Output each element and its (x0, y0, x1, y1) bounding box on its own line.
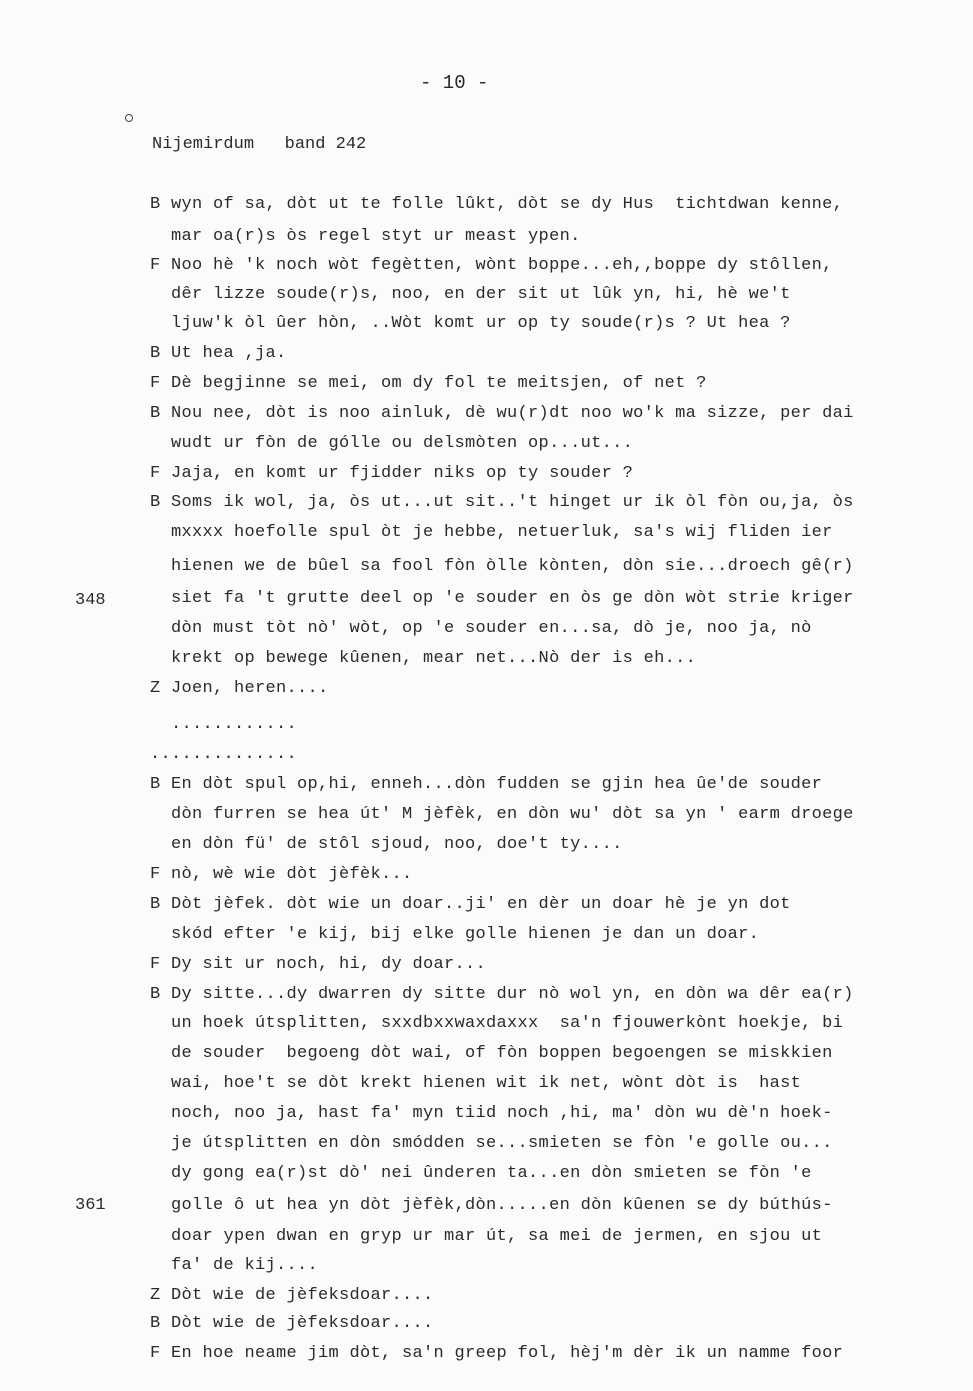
text-line: B Ut hea ,ja. (150, 344, 287, 363)
text-line: doar ypen dwan en gryp ur mar út, sa mei de jermen, en sjou ut (150, 1227, 823, 1246)
text-line: F Dy sit ur noch, hi, dy doar... (150, 955, 487, 974)
text-line: en dòn fü' de stôl sjoud, noo, doe't ty.... (150, 835, 623, 854)
text-line: fa' de kij.... (150, 1256, 319, 1275)
text-line: mar oa(r)s òs regel styt ur meast ypen. (150, 227, 581, 246)
text-line: F Jaja, en komt ur fjidder niks op ty souder ? (150, 464, 634, 483)
text-line: B Dy sitte...dy dwarren dy sitte dur nò wol yn, en dòn wa dêr ea(r) (150, 985, 854, 1004)
text-line: noch, noo ja, hast fa' myn tiid noch ,hi, ma' dòn wu dè'n hoek- (150, 1104, 833, 1123)
text-line: F Dè begjinne se mei, om dy fol te meitsjen, of net ? (150, 374, 707, 393)
text-line: ljuw'k òl ûer hòn, ..Wòt komt ur op ty soude(r)s ? Ut hea ? (150, 314, 791, 333)
text-line: .............. (150, 745, 298, 764)
text-line: B Dòt wie de jèfeksdoar.... (150, 1314, 434, 1333)
text-line: F En hoe neame jim dòt, sa'n greep fol, hèj'm dèr ik un namme foor (150, 1344, 844, 1363)
text-line: mxxxx hoefolle spul òt je hebbe, netuerluk, sa's wij fliden ier (150, 523, 833, 542)
text-line: je útsplitten en dòn smódden se...smieten se fòn 'e golle ou... (150, 1134, 833, 1153)
text-line: dòn must tòt nò' wòt, op 'e souder en...sa, dò je, noo ja, nò (150, 619, 812, 638)
circle-mark (125, 114, 133, 122)
text-line: ............ (150, 715, 298, 734)
text-line: skód efter 'e kij, bij elke golle hienen je dan un doar. (150, 925, 760, 944)
text-line: wai, hoe't se dòt krekt hienen wit ik net, wònt dòt is hast (150, 1074, 802, 1093)
text-line: dy gong ea(r)st dò' nei ûnderen ta...en dòn smieten se fòn 'e (150, 1164, 812, 1183)
text-line: B Dòt jèfek. dòt wie un doar..ji' en dèr un doar hè je yn dot (150, 895, 791, 914)
text-line: F Noo hè 'k noch wòt fegètten, wònt boppe...eh,,boppe dy stôllen, (150, 256, 833, 275)
text-line: Z Joen, heren.... (150, 679, 329, 698)
text-line: dòn furren se hea út' M jèfèk, en dòn wu' dòt sa yn ' earm droege (150, 805, 854, 824)
header (152, 135, 366, 154)
text-line: de souder begoeng dòt wai, of fòn boppen begoengen se miskkien (150, 1044, 833, 1063)
text-line: hienen we de bûel sa fool fòn òlle kònten, dòn sie...droech gê(r) (150, 557, 854, 576)
text-line: krekt op bewege kûenen, mear net...Nò der is eh... (150, 649, 697, 668)
text-line: Z Dòt wie de jèfeksdoar.... (150, 1286, 434, 1305)
text-line: wudt ur fòn de gólle ou delsmòten op...ut... (150, 434, 634, 453)
header-place: Nijemirdum (152, 135, 255, 154)
text-line: B En dòt spul op,hi, enneh...dòn fudden se gjin hea ûe'de souder (150, 775, 823, 794)
page-number: - 10 - (420, 72, 489, 94)
header-band: band 242 (284, 135, 367, 154)
margin-note: 361 (75, 1196, 106, 1215)
margin-note: 348 (75, 591, 106, 610)
text-line: B Nou nee, dòt is noo ainluk, dè wu(r)dt noo wo'k ma sizze, per dai (150, 404, 854, 423)
text-line: un hoek útsplitten, sxxdbxxwaxdaxxx sa'n fjouwerkònt hoekje, bi (150, 1014, 844, 1033)
text-line: dêr lizze soude(r)s, noo, en der sit ut lûk yn, hi, hè we't (150, 285, 791, 304)
text-line: B wyn of sa, dòt ut te folle lûkt, dòt se dy Hus tichtdwan kenne, (150, 195, 844, 214)
text-line: F nò, wè wie dòt jèfèk... (150, 865, 413, 884)
text-line: golle ô ut hea yn dòt jèfèk,dòn.....en dòn kûenen se dy búthús- (150, 1196, 833, 1215)
text-line: siet fa 't grutte deel op 'e souder en òs ge dòn wòt strie kriger (150, 589, 854, 608)
text-line: B Soms ik wol, ja, òs ut...ut sit..'t hinget ur ik òl fòn ou,ja, òs (150, 493, 854, 512)
